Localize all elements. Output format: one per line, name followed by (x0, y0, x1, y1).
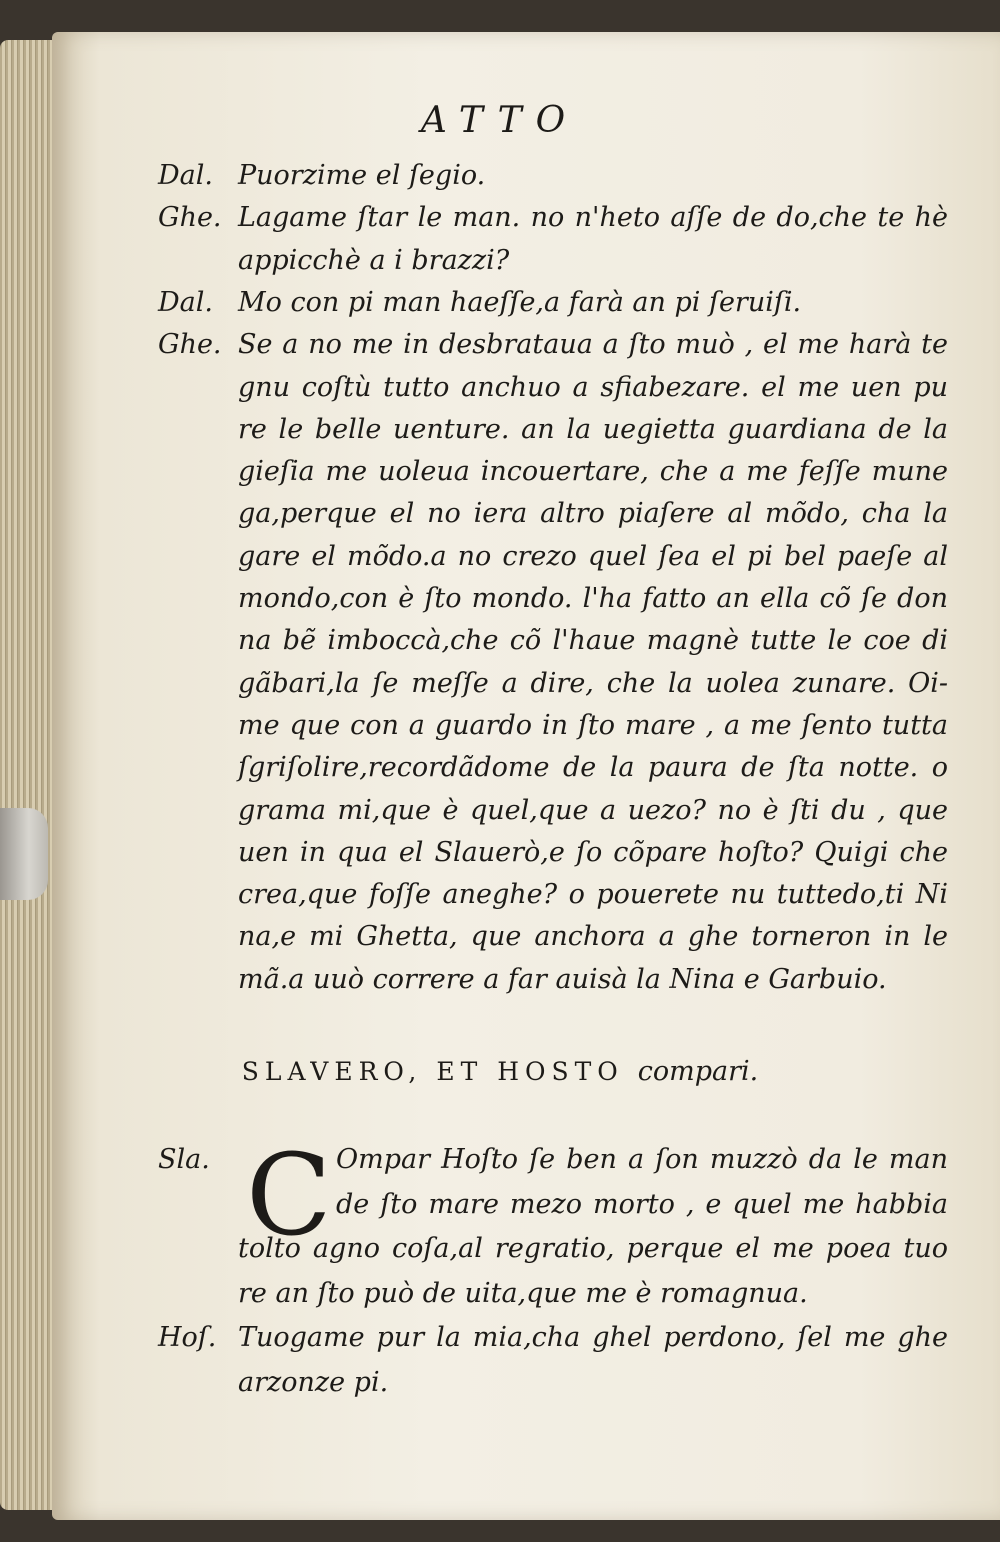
text-line (0, 1367, 1000, 1413)
line-text: Mo con pi man haeſſe,a farà an pi ſeruiſi. (238, 286, 802, 318)
line-text: gare el mõdo.a no crezo quel ſea el pi bel paeſe al (238, 540, 948, 572)
line-text: Se a no me in desbrataua a ſto muò , el me harà te (238, 329, 948, 361)
line-text: tolto agno coſa,al regratio, perque el me poea tuo (238, 1233, 948, 1264)
text-line (0, 1189, 1000, 1235)
section-title-caps: SLAVERO, ET HOSTO (241, 1057, 624, 1086)
line-text: re an ſto può de uita,que me è romagnua. (238, 1277, 808, 1309)
text-line (0, 795, 1000, 841)
text-line (0, 921, 1000, 967)
line-text: ga,perque el no iera altro piaſere al mõdo, cha la (238, 498, 948, 530)
speaker-label: Ghe. (158, 329, 222, 361)
text-line (0, 329, 1000, 375)
text-line (0, 879, 1000, 925)
text-line (0, 1233, 1000, 1279)
text-line (0, 583, 1000, 629)
text-line (0, 752, 1000, 798)
line-text: me que con a guardo in ſto mare , a me ſento tutta (238, 709, 948, 741)
text-line (0, 456, 1000, 502)
text-line (0, 710, 1000, 756)
line-text: gieſia me uoleua incouertare, che a me feſſe mune (238, 456, 948, 488)
line-text: de ſto mare mezo morto , e quel me habbia (336, 1188, 948, 1220)
speaker-label: Hoſ. (158, 1322, 217, 1353)
line-text: gnu coſtù tutto anchuo a sfiabezare. el me uen pu (238, 371, 948, 403)
speaker-label: Dal. (158, 160, 213, 191)
text-line (0, 160, 1000, 206)
line-text: na,e mi Ghetta, que anchora a ghe torneron in le (238, 921, 948, 953)
line-text: mondo,con è ſto mondo. l'ha fatto an ella cõ ſe don (238, 583, 948, 614)
text-line (0, 1278, 1000, 1324)
text-line (0, 837, 1000, 883)
text-line (0, 668, 1000, 714)
text-line (0, 498, 1000, 544)
text-line (0, 202, 1000, 248)
line-text: arzonze pi. (238, 1366, 389, 1398)
line-text: Lagame ſtar le man. no n'heto aſſe de do,che te hè (238, 202, 948, 234)
line-text: Ompar Hoſto ſe ben a ſon muzzò da le man (336, 1144, 948, 1175)
text-line (0, 1144, 1000, 1190)
text-line (0, 964, 1000, 1010)
section-title (0, 1056, 1000, 1087)
line-text: Puorzime el ſegio. (238, 160, 486, 191)
line-text: ſgriſolire,recordãdome de la paura de ſta notte. o (238, 752, 948, 784)
line-text: uen in qua el Slauerò,e ſo cõpare hoſto? Quigi che (238, 836, 948, 868)
text-line (0, 414, 1000, 460)
line-text: grama mi,que è quel,que a uezo? no è ſti du , que (238, 794, 948, 826)
text-line (0, 287, 1000, 333)
line-text: re le belle uenture. an la uegietta guardiana de la (238, 413, 948, 445)
text-line (0, 541, 1000, 587)
speaker-label: Dal. (158, 286, 213, 318)
text-line (0, 372, 1000, 418)
line-text: crea,que foſſe aneghe? o pouerete nu tuttedo,ti Ni (238, 879, 948, 911)
speaker-label: Sla. (158, 1144, 210, 1175)
text-line (0, 1322, 1000, 1368)
section-title-italic: compari. (637, 1056, 759, 1087)
text-line (0, 625, 1000, 671)
running-header: ATTO (420, 100, 580, 141)
line-text: mã.a uuò correre a far auisà la Nina e Garbuio. (238, 963, 887, 995)
speaker-label: Ghe. (158, 202, 222, 234)
line-text: appicchè a i brazzi? (238, 244, 510, 276)
text-line (0, 245, 1000, 291)
drop-capital: C (246, 1131, 332, 1261)
line-text: gãbari,la ſe meſſe a dire, che la uolea zunare. Oi- (238, 667, 948, 699)
line-text: na bẽ imboccà,che cõ l'haue magnè tutte le coe di (238, 625, 948, 657)
line-text: Tuogame pur la mia,cha ghel perdono, ſel me ghe (238, 1322, 948, 1353)
